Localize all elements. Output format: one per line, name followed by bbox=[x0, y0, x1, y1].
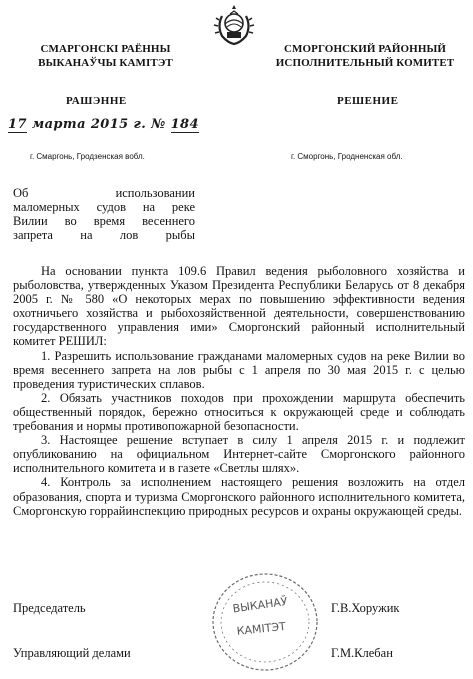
subject-line: Вилии во время весеннего bbox=[13, 214, 195, 228]
handwritten-date-number bbox=[8, 117, 199, 133]
number-sign: № bbox=[151, 117, 166, 132]
document-body bbox=[13, 264, 465, 518]
signatory-name: Г.М.Клебан bbox=[331, 646, 393, 660]
signatory-role: Управляющий делами bbox=[13, 646, 131, 660]
date-month: марта bbox=[31, 117, 86, 132]
org-name-line: ВЫКАНАЎЧЫ КАМІТЭТ bbox=[38, 57, 173, 69]
date-year: 2015 г. bbox=[90, 117, 147, 132]
doc-type-belarusian: РАШЭННЕ bbox=[66, 95, 127, 107]
subject-line: маломерных судов на реке bbox=[13, 200, 195, 214]
document-subject bbox=[13, 186, 195, 242]
official-seal-stamp bbox=[209, 570, 321, 674]
signatory-role: Председатель bbox=[13, 601, 86, 615]
signatory-name: Г.В.Хоружик bbox=[331, 601, 400, 615]
stamp-text-line: ВЫКАНАЎ bbox=[231, 594, 289, 616]
org-name-belarusian bbox=[18, 42, 193, 70]
stamp-text-line: КАМІТЭТ bbox=[236, 619, 287, 638]
date-day: 17 bbox=[8, 117, 27, 132]
decision-item-1: 1. Разрешить использование гражданами маломерных судов на реке Вилии во время весеннего запрета на лов рыбы с 1 апреля по 30 мая 2015 г. с целью проведения туристических сплавов. bbox=[13, 348, 465, 391]
decision-item-2: 2. Обязать участников походов при прохождении маршрута обеспечить общественный порядок, бережно относиться к окружающей среде и соблюдать требования и нормы противопожарной безопасности. bbox=[13, 390, 465, 434]
place-belarusian: г. Смаргонь, Гродзенская вобл. bbox=[30, 152, 145, 161]
preamble-paragraph: На основании пункта 109.6 Правил ведения рыболовного хозяйства и рыболовства, утвержденных Указом Президента Республики Беларусь от 8 декабря 2005 г. № 580 «О некоторых мерах по повышению эффективности ведения охотничьего хозяйства и рыбохозяйственной деятельности, совершенствованию государственного управления ими» Сморгонский районный исполнительный комитет РЕШИЛ: bbox=[13, 264, 465, 349]
doc-number: 184 bbox=[170, 117, 199, 132]
subject-line: Об использовании bbox=[13, 186, 195, 200]
org-name-line: СМОРГОНСКИЙ РАЙОННЫЙ bbox=[283, 43, 447, 55]
state-emblem-icon bbox=[213, 2, 255, 46]
subject-line: запрета на лов рыбы bbox=[13, 228, 195, 242]
doc-type-russian: РЕШЕНИЕ bbox=[337, 95, 399, 107]
org-name-russian bbox=[270, 42, 460, 70]
org-name-line: СМАРГОНСКІ РАЁННЫ bbox=[40, 43, 171, 55]
place-russian: г. Сморгонь, Гродненская обл. bbox=[291, 152, 403, 161]
org-name-line: ИСПОЛНИТЕЛЬНЫЙ КОМИТЕТ bbox=[275, 57, 455, 69]
decision-item-4: 4. Контроль за исполнением настоящего решения возложить на отдел образования, спорта и туризма Сморгонского районного исполнительного комитета, Сморгонскую горрайинспекцию природных ресурсов и охраны окружающей среды. bbox=[13, 475, 465, 518]
decision-item-3: 3. Настоящее решение вступает в силу 1 апреля 2015 г. и подлежит опубликованию на официальном Интернет-сайте Сморгонского районного исполнительного комитета и в газете «Светлы шлях». bbox=[13, 433, 465, 476]
